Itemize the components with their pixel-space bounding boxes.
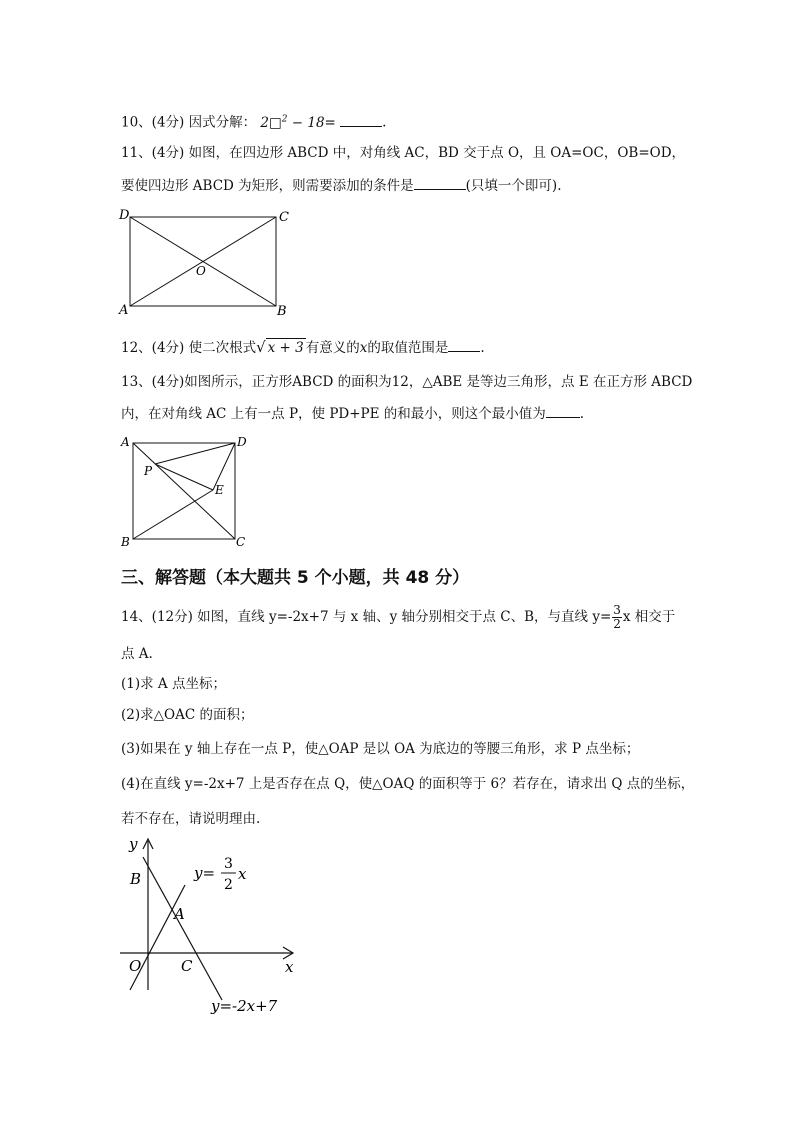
label-C: C [181,957,193,975]
line-label-den: 2 [224,877,233,893]
question-10: 10、(4分) 因式分解： 2□$^2$ − 18= . [121,114,387,131]
label-O: O [129,957,142,975]
question-13-line2: 内，在对角线 AC 上有一点 P，使 PD+PE 的和最小，则这个最小值为 . [121,406,585,422]
radical-expression: x + 3 [267,340,304,356]
label-A: A [119,303,129,318]
fraction-3-2: $\frac{3}{2}$ [613,603,621,631]
label-E: E [215,483,224,497]
question-14-line2: 点 A. [121,646,153,662]
q11-rectangle-figure [115,205,295,320]
answer-blank [414,177,466,190]
section-title: 三、解答题（本大题共 5 个小题，共 48 分） [121,568,470,588]
label-A: A [121,435,130,449]
question-14-part4-cont: 若不存在，请说明理由. [121,811,261,827]
label-B: B [121,535,130,549]
line-label-2: y=-2x+7 [211,997,278,1015]
answer-blank [340,114,382,127]
line-label-num: 3 [224,856,233,872]
question-14-part1: (1)求 A 点坐标； [121,676,226,692]
line-label-var: x [238,865,247,883]
label-D: D [119,208,130,223]
q13-square-figure [115,430,255,552]
label-B: B [277,304,287,319]
label-x-axis: x [285,958,294,976]
question-14-part4: (4)在直线 y=-2x+7 上是否存在点 Q，使△OAQ 的面积等于 6？若存在，请求出 Q 点的坐标， [121,776,695,792]
label-P: P [144,464,153,478]
question-13-line1: 13、(4分)如图所示，正方形ABCD 的面积为12，△ABE 是等边三角形，点 E 在正方形 ABCD [121,374,693,390]
question-14-part2: (2)求△OAC 的面积； [121,707,254,723]
q14-coordinate-figure [115,835,315,1020]
label-B: B [130,870,142,888]
question-11-line2: 要使四边形 ABCD 为矩形，则需要添加的条件是 (只填一个即可). [121,178,562,194]
label-y-axis: y [129,835,138,853]
label-D: D [237,435,247,449]
label-C: C [279,210,289,225]
answer-blank [448,339,480,352]
question-14-part3: (3)如果在 y 轴上存在一点 P，使△OAP 是以 OA 为底边的等腰三角形，求 P 点坐标； [121,741,640,757]
question-11-line1: 11、(4分) 如图，在四边形 ABCD 中，对角线 AC，BD 交于点 O，且 OA=OC，OB=OD， [121,145,686,161]
question-14-line1: 14、(12分) 如图，直线 y=-2x+7 与 x 轴、y 轴分别相交于点 C、B，与直线 y= $\frac{3}{2}$ x 相交于 [121,603,676,631]
answer-blank [546,405,580,418]
label-O: O [196,264,206,278]
line-label-prefix: y= [194,864,216,882]
q10-expr: 2□$^2$ − 18= [260,114,336,131]
label-A: A [174,905,185,923]
label-C: C [236,535,246,549]
q10-prefix: 10、(4分) 因式分解： [121,114,257,131]
question-12: 12、(4分) 使二次根式√ x + 3 有意义的x的取值范围是 . [121,338,485,356]
